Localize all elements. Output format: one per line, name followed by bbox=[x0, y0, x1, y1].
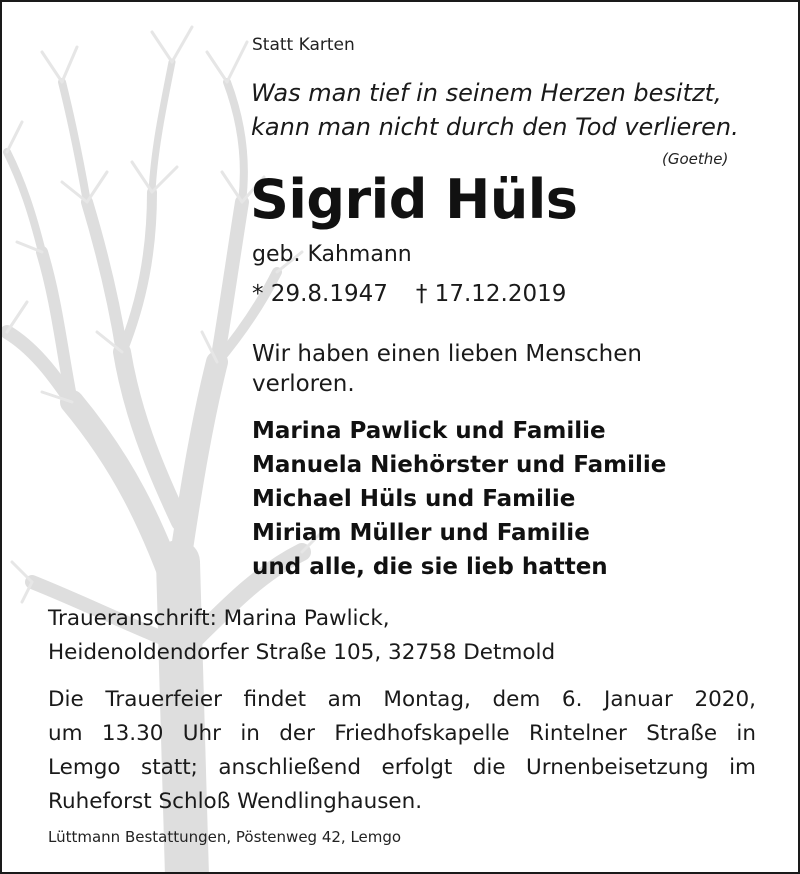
mourner-line: Miriam Müller und Familie bbox=[252, 520, 590, 546]
loss-line: Wir haben einen lieben Menschen bbox=[252, 341, 642, 367]
mourner-line: Michael Hüls und Familie bbox=[252, 486, 576, 512]
ceremony-line: Lemgo statt; anschließend erfolgt die Urnenbeisetzung im bbox=[48, 755, 756, 780]
quote-line: Was man tief in seinem Herzen besitzt, bbox=[251, 79, 722, 107]
funeral-home-footer: Lüttmann Bestattungen, Pöstenweg 42, Lemgo bbox=[48, 828, 402, 846]
mourner-line: Marina Pawlick und Familie bbox=[252, 418, 606, 444]
deceased-name: Sigrid Hüls bbox=[250, 168, 578, 231]
memorial-quote bbox=[251, 76, 739, 144]
quote-line: kann man nicht durch den Tod verlieren. bbox=[251, 113, 739, 141]
mourner-line: und alle, die sie lieb hatten bbox=[252, 554, 608, 580]
mourner-line: Manuela Niehörster und Familie bbox=[252, 452, 667, 478]
born-name: geb. Kahmann bbox=[252, 242, 412, 267]
address-line: Heidenoldendorfer Straße 105, 32758 Detmold bbox=[48, 640, 556, 665]
loss-statement bbox=[252, 339, 642, 399]
birth-date: * 29.8.1947 bbox=[252, 281, 388, 307]
address-line: Traueranschrift: Marina Pawlick, bbox=[48, 606, 390, 631]
mourners-list bbox=[252, 414, 666, 584]
ceremony-line: Die Trauerfeier findet am Montag, dem 6. Januar 2020, bbox=[48, 687, 756, 712]
ceremony-line: um 13.30 Uhr in der Friedhofskapelle Rintelner Straße in bbox=[48, 721, 756, 746]
mourning-address bbox=[48, 602, 555, 670]
kicker-text: Statt Karten bbox=[252, 35, 355, 55]
ceremony-info bbox=[48, 683, 756, 819]
life-dates bbox=[252, 281, 566, 307]
quote-author: (Goethe) bbox=[662, 150, 729, 168]
death-date: † 17.12.2019 bbox=[415, 281, 567, 307]
loss-line: verloren. bbox=[252, 371, 355, 397]
ceremony-line: Ruheforst Schloß Wendlinghausen. bbox=[48, 789, 423, 814]
